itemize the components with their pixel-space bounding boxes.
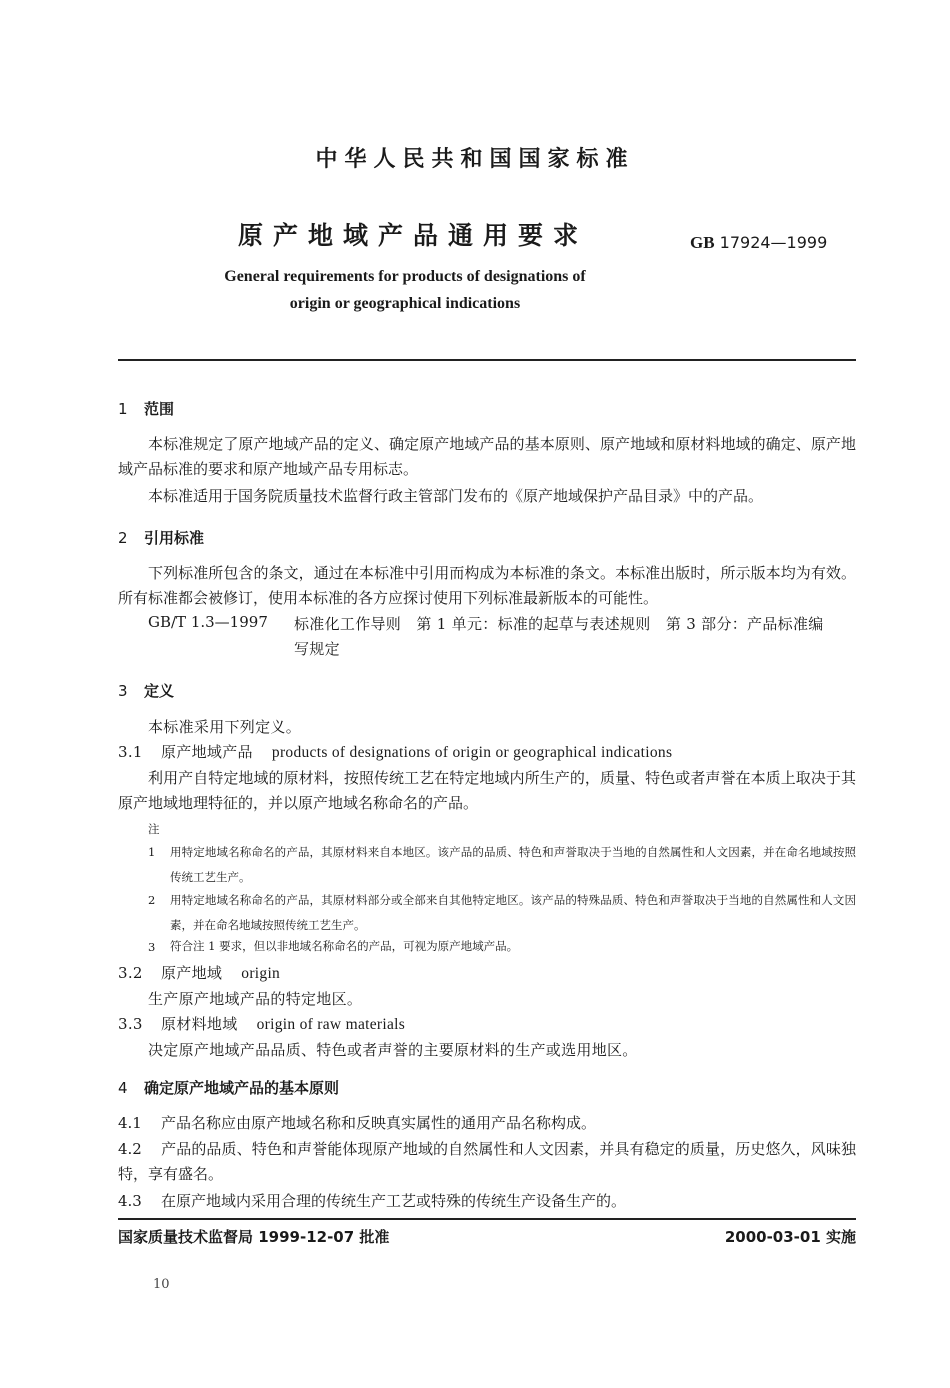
note-2-number: 2 (148, 893, 156, 907)
page-number: 10 (153, 1277, 170, 1292)
clause-4-2-number: 4.2 (118, 1140, 142, 1158)
clause-4-3 (118, 1189, 856, 1214)
document-title: 原产地域产品通用要求 (238, 221, 589, 250)
section-1-paragraph-2: 本标准适用于国务院质量技术监督行政主管部门发布的《原产地域保护产品目录》中的产品。 (148, 487, 764, 505)
definition-3-1-english: products of designations of origin or geographical indications (271, 744, 673, 761)
clause-4-2 (118, 1137, 856, 1187)
notes-label: 注 (148, 822, 160, 836)
note-1-text: 用特定地域名称命名的产品，其原材料来自本地区。该产品的品质、特色和声誉取决于当地的自然属性和人文因素，并在命名地域按照传统工艺生产。 (170, 845, 856, 884)
definition-3-3-text: 决定原产地域产品品质、特色或者声誉的主要原材料的生产或选用地区。 (148, 1041, 638, 1059)
definition-3-2-text: 生产原产地域产品的特定地区。 (148, 990, 363, 1008)
section-4-heading (118, 1077, 339, 1098)
note-3-text: 符合注 1 要求，但以非地域名称命名的产品，可视为原产地域产品。 (170, 939, 519, 953)
definition-3-1-number: 3.1 (118, 743, 143, 761)
referenced-standard-title-line-1: 标准化工作导则 第 1 单元：标准的起草与表述规则 第 3 部分：产品标准编 (294, 615, 824, 633)
section-1-number: 1 (118, 400, 128, 418)
section-2-heading (118, 527, 204, 548)
note-1-number: 1 (148, 845, 156, 859)
section-3-intro: 本标准采用下列定义。 (148, 718, 302, 736)
section-2-number: 2 (118, 529, 128, 547)
section-1-heading (118, 398, 174, 419)
footer-rule (118, 1218, 856, 1220)
section-1-paragraph-1: 本标准规定了原产地域产品的定义、确定原产地域产品的基本原则、原产地域和原材料地域的确定、原产地域产品标准的要求和原产地域产品专用标志。 (118, 435, 856, 478)
definition-3-2-term: 原产地域 (161, 964, 223, 982)
section-3-number: 3 (118, 682, 128, 700)
section-3-heading (118, 680, 174, 701)
referenced-standard-code: GB/T 1.3—1997 (148, 613, 268, 631)
approval-line: 国家质量技术监督局 1999-12-07 批准 (118, 1228, 390, 1246)
definition-3-1-text: 利用产自特定地域的原材料，按照传统工艺在特定地域内所生产的，质量、特色或者声誉在本质上取决于其原产地域地理特征的，并以原产地域名称命名的产品。 (118, 769, 856, 812)
section-4-title: 确定原产地域产品的基本原则 (144, 1079, 340, 1097)
definition-3-3-term: 原材料地域 (161, 1015, 238, 1033)
standard-code-number: 17924—1999 (719, 233, 828, 252)
standard-code-prefix: GB (690, 233, 715, 252)
clause-4-2-text: 产品的品质、特色和声誉能体现原产地域的自然属性和人文因素，并具有稳定的质量，历史悠久，风味独特，享有盛名。 (118, 1140, 856, 1183)
definition-3-2-english: origin (241, 965, 281, 982)
section-4-number: 4 (118, 1079, 128, 1097)
note-2-text: 用特定地域名称命名的产品，其原材料部分或全部来自其他特定地区。该产品的特殊品质、特色和声誉取决于当地的自然属性和人文因素，并在命名地域按照传统工艺生产。 (170, 893, 856, 932)
section-1-title: 范围 (144, 400, 175, 418)
header-rule (118, 359, 856, 361)
referenced-standard-title-line-2: 写规定 (294, 640, 340, 658)
clause-4-1-text: 产品名称应由原产地域名称和反映真实属性的通用产品名称构成。 (161, 1114, 597, 1132)
section-3-title: 定义 (144, 682, 175, 700)
clause-4-1 (118, 1111, 856, 1136)
clause-4-1-number: 4.1 (118, 1114, 142, 1132)
national-standard-heading: 中华人民共和国国家标准 (315, 147, 635, 172)
english-title-line-1: General requirements for products of designations of (224, 268, 586, 285)
definition-3-1-term: 原产地域产品 (161, 743, 253, 761)
note-3-number: 3 (148, 940, 156, 954)
section-2-paragraph-1: 下列标准所包含的条文，通过在本标准中引用而构成为本标准的条文。本标准出版时，所示版本均为有效。所有标准都会被修订，使用本标准的各方应探讨使用下列标准最新版本的可能性。 (118, 564, 856, 607)
definition-3-3-english: origin of raw materials (256, 1016, 406, 1033)
english-title-line-2: origin or geographical indications (289, 295, 521, 312)
definition-3-1-heading (118, 741, 672, 762)
section-2-title: 引用标准 (144, 529, 205, 547)
clause-4-3-text: 在原产地域内采用合理的传统生产工艺或特殊的传统生产设备生产的。 (161, 1192, 627, 1210)
definition-3-3-heading (118, 1013, 405, 1034)
implementation-date: 2000-03-01 实施 (724, 1228, 856, 1246)
definition-3-2-number: 3.2 (118, 964, 143, 982)
definition-3-2-heading (118, 962, 280, 983)
clause-4-3-number: 4.3 (118, 1192, 142, 1210)
standard-code (690, 233, 827, 253)
definition-3-3-number: 3.3 (118, 1015, 143, 1033)
